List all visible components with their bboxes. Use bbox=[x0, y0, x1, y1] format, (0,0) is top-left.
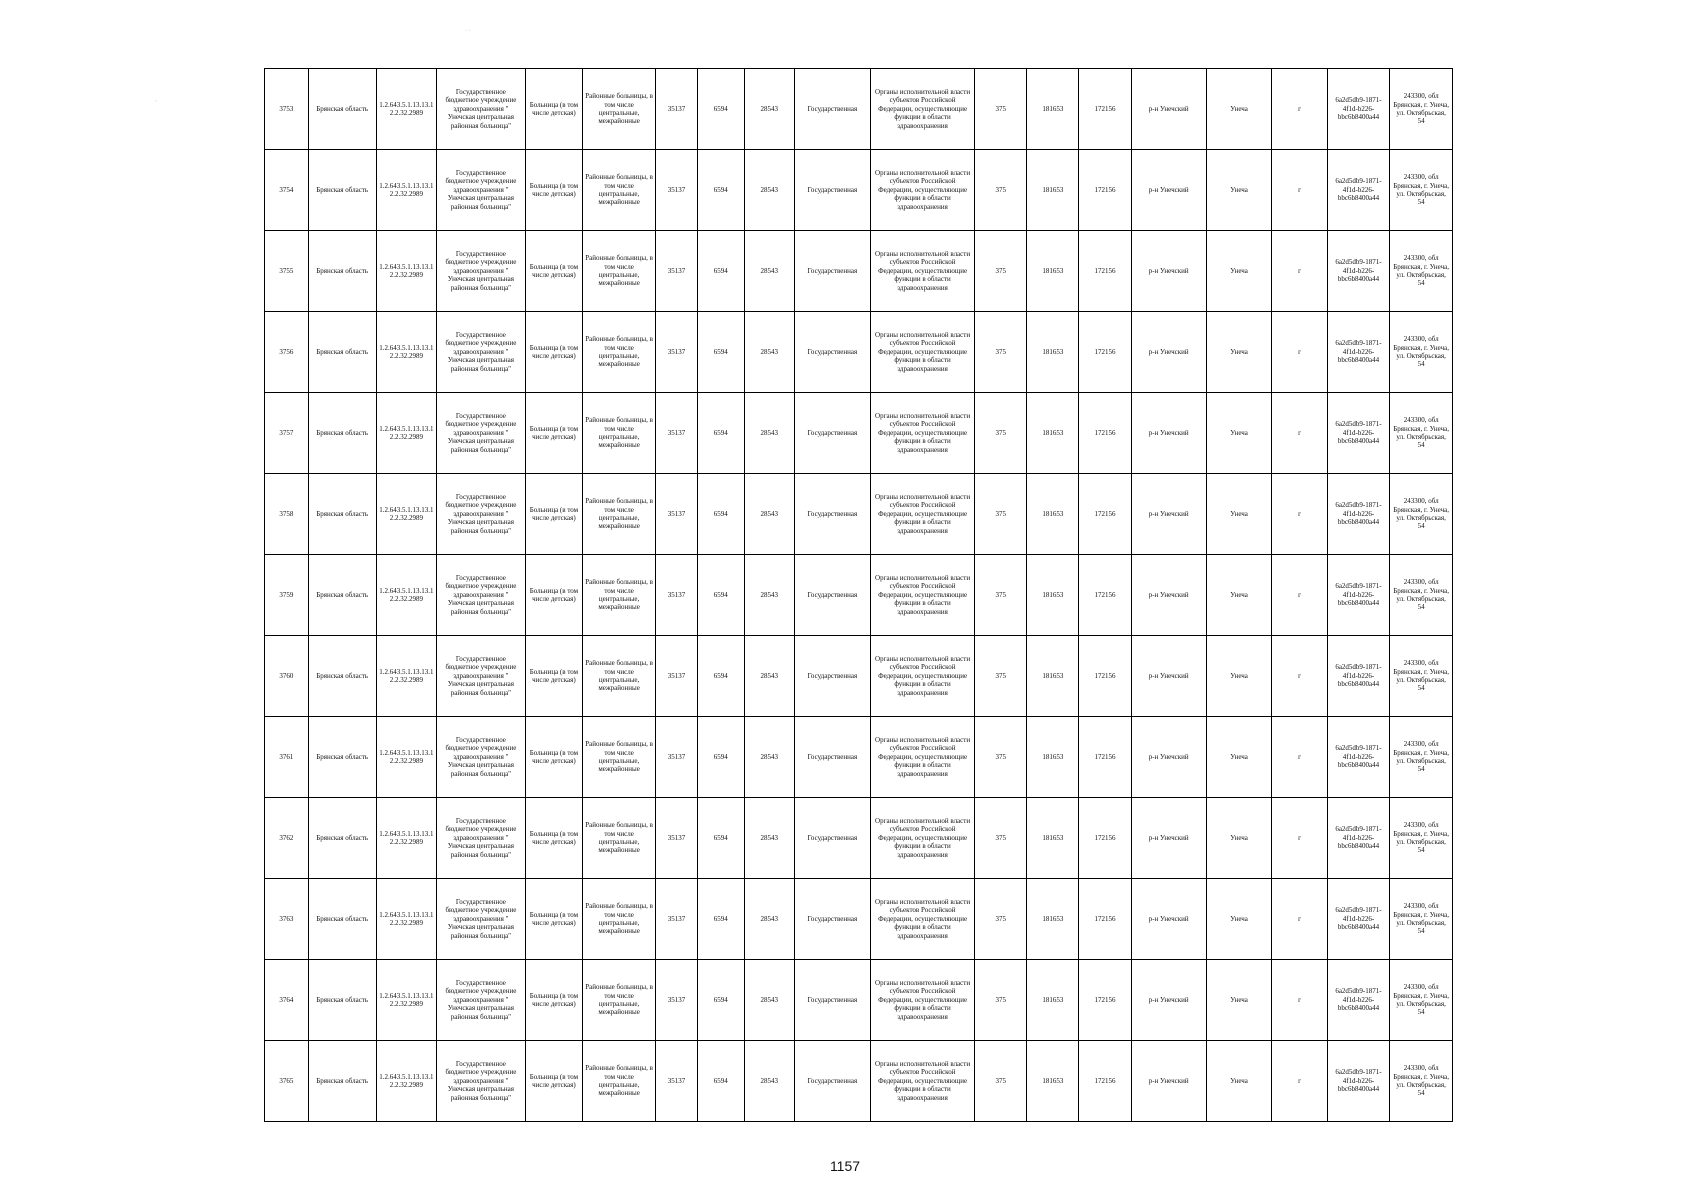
okato-cell: 181653 bbox=[1027, 69, 1079, 150]
organization-name-cell: Государственное бюджетное учреждение здравоохранения " Унечская центральная районная больница" bbox=[437, 231, 526, 312]
authority-cell: Органы исполнительной власти субъектов Российской Федерации, осуществляющие функции в области здравоохранения bbox=[870, 636, 974, 717]
value-1-cell: 35137 bbox=[656, 1041, 698, 1122]
okato-cell: 181653 bbox=[1027, 879, 1079, 960]
okato-cell: 181653 bbox=[1027, 231, 1079, 312]
value-1-cell: 35137 bbox=[656, 717, 698, 798]
city-cell: Унеча bbox=[1206, 312, 1272, 393]
authority-cell: Органы исполнительной власти субъектов Российской Федерации, осуществляющие функции в области здравоохранения bbox=[870, 69, 974, 150]
guid-cell: 6a2d5db9-1871-4f1d-b226-bbc6b8400a44 bbox=[1327, 636, 1390, 717]
value-2-cell: 6594 bbox=[697, 312, 744, 393]
region-code-cell: 375 bbox=[975, 555, 1027, 636]
region-code-cell: 375 bbox=[975, 1041, 1027, 1122]
region-code-cell: 375 bbox=[975, 393, 1027, 474]
authority-cell: Органы исполнительной власти субъектов Российской Федерации, осуществляющие функции в области здравоохранения bbox=[870, 312, 974, 393]
row-number: 3757 bbox=[265, 393, 309, 474]
region-cell: Брянская область bbox=[308, 960, 376, 1041]
okato-cell: 181653 bbox=[1027, 960, 1079, 1041]
registry-code-cell: 1.2.643.5.1.13.13.12.2.32.2989 bbox=[376, 69, 436, 150]
value-1-cell: 35137 bbox=[656, 798, 698, 879]
ownership-cell: Государственная bbox=[794, 69, 870, 150]
row-number: 3753 bbox=[265, 69, 309, 150]
value-2-cell: 6594 bbox=[697, 636, 744, 717]
value-3-cell: 28543 bbox=[744, 312, 794, 393]
category-cell: Районные больницы, в том числе центральные, межрайонные bbox=[583, 393, 656, 474]
address-cell: 243300, обл Брянская, г. Унеча, ул. Октябрьская, 54 bbox=[1390, 798, 1453, 879]
city-type-cell: г bbox=[1272, 798, 1327, 879]
city-cell: Унеча bbox=[1206, 879, 1272, 960]
organization-type-cell: Больница (в том числе детская) bbox=[525, 150, 582, 231]
address-cell: 243300, обл Брянская, г. Унеча, ул. Октябрьская, 54 bbox=[1390, 69, 1453, 150]
ownership-cell: Государственная bbox=[794, 717, 870, 798]
city-type-cell: г bbox=[1272, 393, 1327, 474]
category-cell: Районные больницы, в том числе центральные, межрайонные bbox=[583, 474, 656, 555]
authority-cell: Органы исполнительной власти субъектов Российской Федерации, осуществляющие функции в области здравоохранения bbox=[870, 717, 974, 798]
address-cell: 243300, обл Брянская, г. Унеча, ул. Октябрьская, 54 bbox=[1390, 393, 1453, 474]
value-3-cell: 28543 bbox=[744, 636, 794, 717]
organization-name-cell: Государственное бюджетное учреждение здравоохранения " Унечская центральная районная больница" bbox=[437, 636, 526, 717]
oktmo-cell: 172156 bbox=[1079, 960, 1131, 1041]
ownership-cell: Государственная bbox=[794, 150, 870, 231]
region-code-cell: 375 bbox=[975, 960, 1027, 1041]
oktmo-cell: 172156 bbox=[1079, 69, 1131, 150]
region-cell: Брянская область bbox=[308, 474, 376, 555]
category-cell: Районные больницы, в том числе центральные, межрайонные bbox=[583, 69, 656, 150]
value-1-cell: 35137 bbox=[656, 960, 698, 1041]
table-row bbox=[265, 474, 1453, 555]
region-code-cell: 375 bbox=[975, 717, 1027, 798]
table-row bbox=[265, 879, 1453, 960]
oktmo-cell: 172156 bbox=[1079, 636, 1131, 717]
oktmo-cell: 172156 bbox=[1079, 312, 1131, 393]
city-cell: Унеча bbox=[1206, 231, 1272, 312]
value-1-cell: 35137 bbox=[656, 69, 698, 150]
registry-table bbox=[264, 68, 1453, 1122]
value-2-cell: 6594 bbox=[697, 69, 744, 150]
organization-name-cell: Государственное бюджетное учреждение здравоохранения " Унечская центральная районная больница" bbox=[437, 1041, 526, 1122]
city-type-cell: г bbox=[1272, 1041, 1327, 1122]
okato-cell: 181653 bbox=[1027, 636, 1079, 717]
organization-type-cell: Больница (в том числе детская) bbox=[525, 69, 582, 150]
authority-cell: Органы исполнительной власти субъектов Российской Федерации, осуществляющие функции в области здравоохранения bbox=[870, 879, 974, 960]
value-3-cell: 28543 bbox=[744, 474, 794, 555]
city-cell: Унеча bbox=[1206, 393, 1272, 474]
district-cell: р-н Унечский bbox=[1131, 798, 1206, 879]
organization-name-cell: Государственное бюджетное учреждение здравоохранения " Унечская центральная районная больница" bbox=[437, 474, 526, 555]
organization-name-cell: Государственное бюджетное учреждение здравоохранения " Унечская центральная районная больница" bbox=[437, 69, 526, 150]
scan-speck: · · bbox=[465, 28, 471, 34]
value-3-cell: 28543 bbox=[744, 879, 794, 960]
oktmo-cell: 172156 bbox=[1079, 474, 1131, 555]
row-number: 3762 bbox=[265, 798, 309, 879]
ownership-cell: Государственная bbox=[794, 879, 870, 960]
organization-type-cell: Больница (в том числе детская) bbox=[525, 474, 582, 555]
registry-code-cell: 1.2.643.5.1.13.13.12.2.32.2989 bbox=[376, 474, 436, 555]
value-1-cell: 35137 bbox=[656, 474, 698, 555]
guid-cell: 6a2d5db9-1871-4f1d-b226-bbc6b8400a44 bbox=[1327, 717, 1390, 798]
category-cell: Районные больницы, в том числе центральные, межрайонные bbox=[583, 150, 656, 231]
row-number: 3765 bbox=[265, 1041, 309, 1122]
table-row bbox=[265, 150, 1453, 231]
oktmo-cell: 172156 bbox=[1079, 555, 1131, 636]
table-row bbox=[265, 1041, 1453, 1122]
region-cell: Брянская область bbox=[308, 879, 376, 960]
value-2-cell: 6594 bbox=[697, 474, 744, 555]
authority-cell: Органы исполнительной власти субъектов Российской Федерации, осуществляющие функции в области здравоохранения bbox=[870, 798, 974, 879]
organization-type-cell: Больница (в том числе детская) bbox=[525, 717, 582, 798]
authority-cell: Органы исполнительной власти субъектов Российской Федерации, осуществляющие функции в области здравоохранения bbox=[870, 555, 974, 636]
value-2-cell: 6594 bbox=[697, 717, 744, 798]
city-type-cell: г bbox=[1272, 555, 1327, 636]
registry-code-cell: 1.2.643.5.1.13.13.12.2.32.2989 bbox=[376, 879, 436, 960]
registry-code-cell: 1.2.643.5.1.13.13.12.2.32.2989 bbox=[376, 798, 436, 879]
value-3-cell: 28543 bbox=[744, 150, 794, 231]
row-number: 3761 bbox=[265, 717, 309, 798]
ownership-cell: Государственная bbox=[794, 393, 870, 474]
organization-name-cell: Государственное бюджетное учреждение здравоохранения " Унечская центральная районная больница" bbox=[437, 960, 526, 1041]
row-number: 3754 bbox=[265, 150, 309, 231]
address-cell: 243300, обл Брянская, г. Унеча, ул. Октябрьская, 54 bbox=[1390, 555, 1453, 636]
authority-cell: Органы исполнительной власти субъектов Российской Федерации, осуществляющие функции в области здравоохранения bbox=[870, 474, 974, 555]
registry-sheet bbox=[264, 68, 1453, 1121]
guid-cell: 6a2d5db9-1871-4f1d-b226-bbc6b8400a44 bbox=[1327, 393, 1390, 474]
oktmo-cell: 172156 bbox=[1079, 717, 1131, 798]
region-cell: Брянская область bbox=[308, 1041, 376, 1122]
category-cell: Районные больницы, в том числе центральные, межрайонные bbox=[583, 312, 656, 393]
registry-code-cell: 1.2.643.5.1.13.13.12.2.32.2989 bbox=[376, 960, 436, 1041]
value-2-cell: 6594 bbox=[697, 231, 744, 312]
row-number: 3756 bbox=[265, 312, 309, 393]
region-code-cell: 375 bbox=[975, 69, 1027, 150]
district-cell: р-н Унечский bbox=[1131, 231, 1206, 312]
okato-cell: 181653 bbox=[1027, 1041, 1079, 1122]
value-2-cell: 6594 bbox=[697, 150, 744, 231]
authority-cell: Органы исполнительной власти субъектов Российской Федерации, осуществляющие функции в области здравоохранения bbox=[870, 960, 974, 1041]
city-type-cell: г bbox=[1272, 231, 1327, 312]
organization-type-cell: Больница (в том числе детская) bbox=[525, 231, 582, 312]
city-cell: Унеча bbox=[1206, 474, 1272, 555]
ownership-cell: Государственная bbox=[794, 474, 870, 555]
value-1-cell: 35137 bbox=[656, 555, 698, 636]
table-row bbox=[265, 636, 1453, 717]
category-cell: Районные больницы, в том числе центральные, межрайонные bbox=[583, 555, 656, 636]
city-cell: Унеча bbox=[1206, 69, 1272, 150]
value-1-cell: 35137 bbox=[656, 636, 698, 717]
district-cell: р-н Унечский bbox=[1131, 150, 1206, 231]
address-cell: 243300, обл Брянская, г. Унеча, ул. Октябрьская, 54 bbox=[1390, 717, 1453, 798]
organization-type-cell: Больница (в том числе детская) bbox=[525, 798, 582, 879]
registry-code-cell: 1.2.643.5.1.13.13.12.2.32.2989 bbox=[376, 312, 436, 393]
okato-cell: 181653 bbox=[1027, 717, 1079, 798]
organization-name-cell: Государственное бюджетное учреждение здравоохранения " Унечская центральная районная больница" bbox=[437, 879, 526, 960]
ownership-cell: Государственная bbox=[794, 960, 870, 1041]
city-type-cell: г bbox=[1272, 879, 1327, 960]
authority-cell: Органы исполнительной власти субъектов Российской Федерации, осуществляющие функции в области здравоохранения bbox=[870, 1041, 974, 1122]
guid-cell: 6a2d5db9-1871-4f1d-b226-bbc6b8400a44 bbox=[1327, 150, 1390, 231]
registry-code-cell: 1.2.643.5.1.13.13.12.2.32.2989 bbox=[376, 636, 436, 717]
okato-cell: 181653 bbox=[1027, 312, 1079, 393]
region-cell: Брянская область bbox=[308, 231, 376, 312]
address-cell: 243300, обл Брянская, г. Унеча, ул. Октябрьская, 54 bbox=[1390, 474, 1453, 555]
table-row bbox=[265, 231, 1453, 312]
value-3-cell: 28543 bbox=[744, 960, 794, 1041]
value-2-cell: 6594 bbox=[697, 798, 744, 879]
district-cell: р-н Унечский bbox=[1131, 717, 1206, 798]
row-number: 3758 bbox=[265, 474, 309, 555]
guid-cell: 6a2d5db9-1871-4f1d-b226-bbc6b8400a44 bbox=[1327, 879, 1390, 960]
organization-type-cell: Больница (в том числе детская) bbox=[525, 312, 582, 393]
registry-code-cell: 1.2.643.5.1.13.13.12.2.32.2989 bbox=[376, 717, 436, 798]
registry-code-cell: 1.2.643.5.1.13.13.12.2.32.2989 bbox=[376, 1041, 436, 1122]
address-cell: 243300, обл Брянская, г. Унеча, ул. Октябрьская, 54 bbox=[1390, 879, 1453, 960]
district-cell: р-н Унечский bbox=[1131, 312, 1206, 393]
organization-name-cell: Государственное бюджетное учреждение здравоохранения " Унечская центральная районная больница" bbox=[437, 555, 526, 636]
organization-name-cell: Государственное бюджетное учреждение здравоохранения " Унечская центральная районная больница" bbox=[437, 717, 526, 798]
district-cell: р-н Унечский bbox=[1131, 555, 1206, 636]
value-3-cell: 28543 bbox=[744, 69, 794, 150]
district-cell: р-н Унечский bbox=[1131, 69, 1206, 150]
region-code-cell: 375 bbox=[975, 879, 1027, 960]
category-cell: Районные больницы, в том числе центральные, межрайонные bbox=[583, 717, 656, 798]
category-cell: Районные больницы, в том числе центральные, межрайонные bbox=[583, 798, 656, 879]
oktmo-cell: 172156 bbox=[1079, 231, 1131, 312]
region-cell: Брянская область bbox=[308, 312, 376, 393]
region-code-cell: 375 bbox=[975, 312, 1027, 393]
oktmo-cell: 172156 bbox=[1079, 150, 1131, 231]
category-cell: Районные больницы, в том числе центральные, межрайонные bbox=[583, 879, 656, 960]
guid-cell: 6a2d5db9-1871-4f1d-b226-bbc6b8400a44 bbox=[1327, 1041, 1390, 1122]
district-cell: р-н Унечский bbox=[1131, 1041, 1206, 1122]
value-2-cell: 6594 bbox=[697, 879, 744, 960]
organization-type-cell: Больница (в том числе детская) bbox=[525, 1041, 582, 1122]
address-cell: 243300, обл Брянская, г. Унеча, ул. Октябрьская, 54 bbox=[1390, 960, 1453, 1041]
district-cell: р-н Унечский bbox=[1131, 393, 1206, 474]
city-type-cell: г bbox=[1272, 312, 1327, 393]
ownership-cell: Государственная bbox=[794, 798, 870, 879]
region-code-cell: 375 bbox=[975, 150, 1027, 231]
okato-cell: 181653 bbox=[1027, 393, 1079, 474]
region-code-cell: 375 bbox=[975, 231, 1027, 312]
table-row bbox=[265, 798, 1453, 879]
guid-cell: 6a2d5db9-1871-4f1d-b226-bbc6b8400a44 bbox=[1327, 798, 1390, 879]
value-3-cell: 28543 bbox=[744, 798, 794, 879]
region-cell: Брянская область bbox=[308, 555, 376, 636]
oktmo-cell: 172156 bbox=[1079, 393, 1131, 474]
organization-name-cell: Государственное бюджетное учреждение здравоохранения " Унечская центральная районная больница" bbox=[437, 393, 526, 474]
category-cell: Районные больницы, в том числе центральные, межрайонные bbox=[583, 960, 656, 1041]
value-2-cell: 6594 bbox=[697, 393, 744, 474]
city-cell: Унеча bbox=[1206, 798, 1272, 879]
category-cell: Районные больницы, в том числе центральные, межрайонные bbox=[583, 231, 656, 312]
registry-code-cell: 1.2.643.5.1.13.13.12.2.32.2989 bbox=[376, 393, 436, 474]
address-cell: 243300, обл Брянская, г. Унеча, ул. Октябрьская, 54 bbox=[1390, 231, 1453, 312]
table-row bbox=[265, 555, 1453, 636]
oktmo-cell: 172156 bbox=[1079, 798, 1131, 879]
district-cell: р-н Унечский bbox=[1131, 636, 1206, 717]
row-number: 3755 bbox=[265, 231, 309, 312]
value-2-cell: 6594 bbox=[697, 1041, 744, 1122]
region-code-cell: 375 bbox=[975, 798, 1027, 879]
region-code-cell: 375 bbox=[975, 636, 1027, 717]
value-3-cell: 28543 bbox=[744, 717, 794, 798]
ownership-cell: Государственная bbox=[794, 636, 870, 717]
value-1-cell: 35137 bbox=[656, 150, 698, 231]
guid-cell: 6a2d5db9-1871-4f1d-b226-bbc6b8400a44 bbox=[1327, 555, 1390, 636]
city-cell: Унеча bbox=[1206, 555, 1272, 636]
organization-name-cell: Государственное бюджетное учреждение здравоохранения " Унечская центральная районная больница" bbox=[437, 312, 526, 393]
city-type-cell: г bbox=[1272, 69, 1327, 150]
district-cell: р-н Унечский bbox=[1131, 960, 1206, 1041]
district-cell: р-н Унечский bbox=[1131, 879, 1206, 960]
value-3-cell: 28543 bbox=[744, 1041, 794, 1122]
address-cell: 243300, обл Брянская, г. Унеча, ул. Октябрьская, 54 bbox=[1390, 150, 1453, 231]
region-cell: Брянская область bbox=[308, 69, 376, 150]
oktmo-cell: 172156 bbox=[1079, 879, 1131, 960]
registry-code-cell: 1.2.643.5.1.13.13.12.2.32.2989 bbox=[376, 150, 436, 231]
organization-type-cell: Больница (в том числе детская) bbox=[525, 636, 582, 717]
region-code-cell: 375 bbox=[975, 474, 1027, 555]
city-type-cell: г bbox=[1272, 636, 1327, 717]
registry-code-cell: 1.2.643.5.1.13.13.12.2.32.2989 bbox=[376, 231, 436, 312]
ownership-cell: Государственная bbox=[794, 312, 870, 393]
value-1-cell: 35137 bbox=[656, 312, 698, 393]
district-cell: р-н Унечский bbox=[1131, 474, 1206, 555]
region-cell: Брянская область bbox=[308, 150, 376, 231]
value-2-cell: 6594 bbox=[697, 555, 744, 636]
okato-cell: 181653 bbox=[1027, 798, 1079, 879]
category-cell: Районные больницы, в том числе центральные, межрайонные bbox=[583, 1041, 656, 1122]
guid-cell: 6a2d5db9-1871-4f1d-b226-bbc6b8400a44 bbox=[1327, 312, 1390, 393]
ownership-cell: Государственная bbox=[794, 1041, 870, 1122]
region-cell: Брянская область bbox=[308, 717, 376, 798]
row-number: 3763 bbox=[265, 879, 309, 960]
value-1-cell: 35137 bbox=[656, 231, 698, 312]
guid-cell: 6a2d5db9-1871-4f1d-b226-bbc6b8400a44 bbox=[1327, 474, 1390, 555]
organization-type-cell: Больница (в том числе детская) bbox=[525, 555, 582, 636]
guid-cell: 6a2d5db9-1871-4f1d-b226-bbc6b8400a44 bbox=[1327, 960, 1390, 1041]
value-1-cell: 35137 bbox=[656, 879, 698, 960]
value-2-cell: 6594 bbox=[697, 960, 744, 1041]
registry-rows bbox=[265, 69, 1453, 1122]
okato-cell: 181653 bbox=[1027, 555, 1079, 636]
address-cell: 243300, обл Брянская, г. Унеча, ул. Октябрьская, 54 bbox=[1390, 312, 1453, 393]
city-cell: Унеча bbox=[1206, 960, 1272, 1041]
city-type-cell: г bbox=[1272, 960, 1327, 1041]
region-cell: Брянская область bbox=[308, 798, 376, 879]
organization-type-cell: Больница (в том числе детская) bbox=[525, 960, 582, 1041]
address-cell: 243300, обл Брянская, г. Унеча, ул. Октябрьская, 54 bbox=[1390, 636, 1453, 717]
okato-cell: 181653 bbox=[1027, 150, 1079, 231]
value-3-cell: 28543 bbox=[744, 393, 794, 474]
page-number: 1157 bbox=[829, 1158, 861, 1174]
city-cell: Унеча bbox=[1206, 1041, 1272, 1122]
okato-cell: 181653 bbox=[1027, 474, 1079, 555]
table-row bbox=[265, 393, 1453, 474]
city-type-cell: г bbox=[1272, 150, 1327, 231]
ownership-cell: Государственная bbox=[794, 555, 870, 636]
scan-speck: ` bbox=[155, 101, 157, 107]
table-row bbox=[265, 312, 1453, 393]
guid-cell: 6a2d5db9-1871-4f1d-b226-bbc6b8400a44 bbox=[1327, 231, 1390, 312]
authority-cell: Органы исполнительной власти субъектов Российской Федерации, осуществляющие функции в области здравоохранения bbox=[870, 231, 974, 312]
authority-cell: Органы исполнительной власти субъектов Российской Федерации, осуществляющие функции в области здравоохранения bbox=[870, 393, 974, 474]
row-number: 3760 bbox=[265, 636, 309, 717]
organization-type-cell: Больница (в том числе детская) bbox=[525, 393, 582, 474]
organization-type-cell: Больница (в том числе детская) bbox=[525, 879, 582, 960]
authority-cell: Органы исполнительной власти субъектов Российской Федерации, осуществляющие функции в области здравоохранения bbox=[870, 150, 974, 231]
region-cell: Брянская область bbox=[308, 393, 376, 474]
organization-name-cell: Государственное бюджетное учреждение здравоохранения " Унечская центральная районная больница" bbox=[437, 150, 526, 231]
address-cell: 243300, обл Брянская, г. Унеча, ул. Октябрьская, 54 bbox=[1390, 1041, 1453, 1122]
row-number: 3759 bbox=[265, 555, 309, 636]
city-cell: Унеча bbox=[1206, 717, 1272, 798]
category-cell: Районные больницы, в том числе центральные, межрайонные bbox=[583, 636, 656, 717]
table-row bbox=[265, 960, 1453, 1041]
value-1-cell: 35137 bbox=[656, 393, 698, 474]
registry-code-cell: 1.2.643.5.1.13.13.12.2.32.2989 bbox=[376, 555, 436, 636]
row-number: 3764 bbox=[265, 960, 309, 1041]
city-type-cell: г bbox=[1272, 474, 1327, 555]
table-row bbox=[265, 69, 1453, 150]
city-cell: Унеча bbox=[1206, 150, 1272, 231]
guid-cell: 6a2d5db9-1871-4f1d-b226-bbc6b8400a44 bbox=[1327, 69, 1390, 150]
value-3-cell: 28543 bbox=[744, 231, 794, 312]
city-type-cell: г bbox=[1272, 717, 1327, 798]
oktmo-cell: 172156 bbox=[1079, 1041, 1131, 1122]
table-row bbox=[265, 717, 1453, 798]
city-cell: Унеча bbox=[1206, 636, 1272, 717]
ownership-cell: Государственная bbox=[794, 231, 870, 312]
value-3-cell: 28543 bbox=[744, 555, 794, 636]
organization-name-cell: Государственное бюджетное учреждение здравоохранения " Унечская центральная районная больница" bbox=[437, 798, 526, 879]
region-cell: Брянская область bbox=[308, 636, 376, 717]
